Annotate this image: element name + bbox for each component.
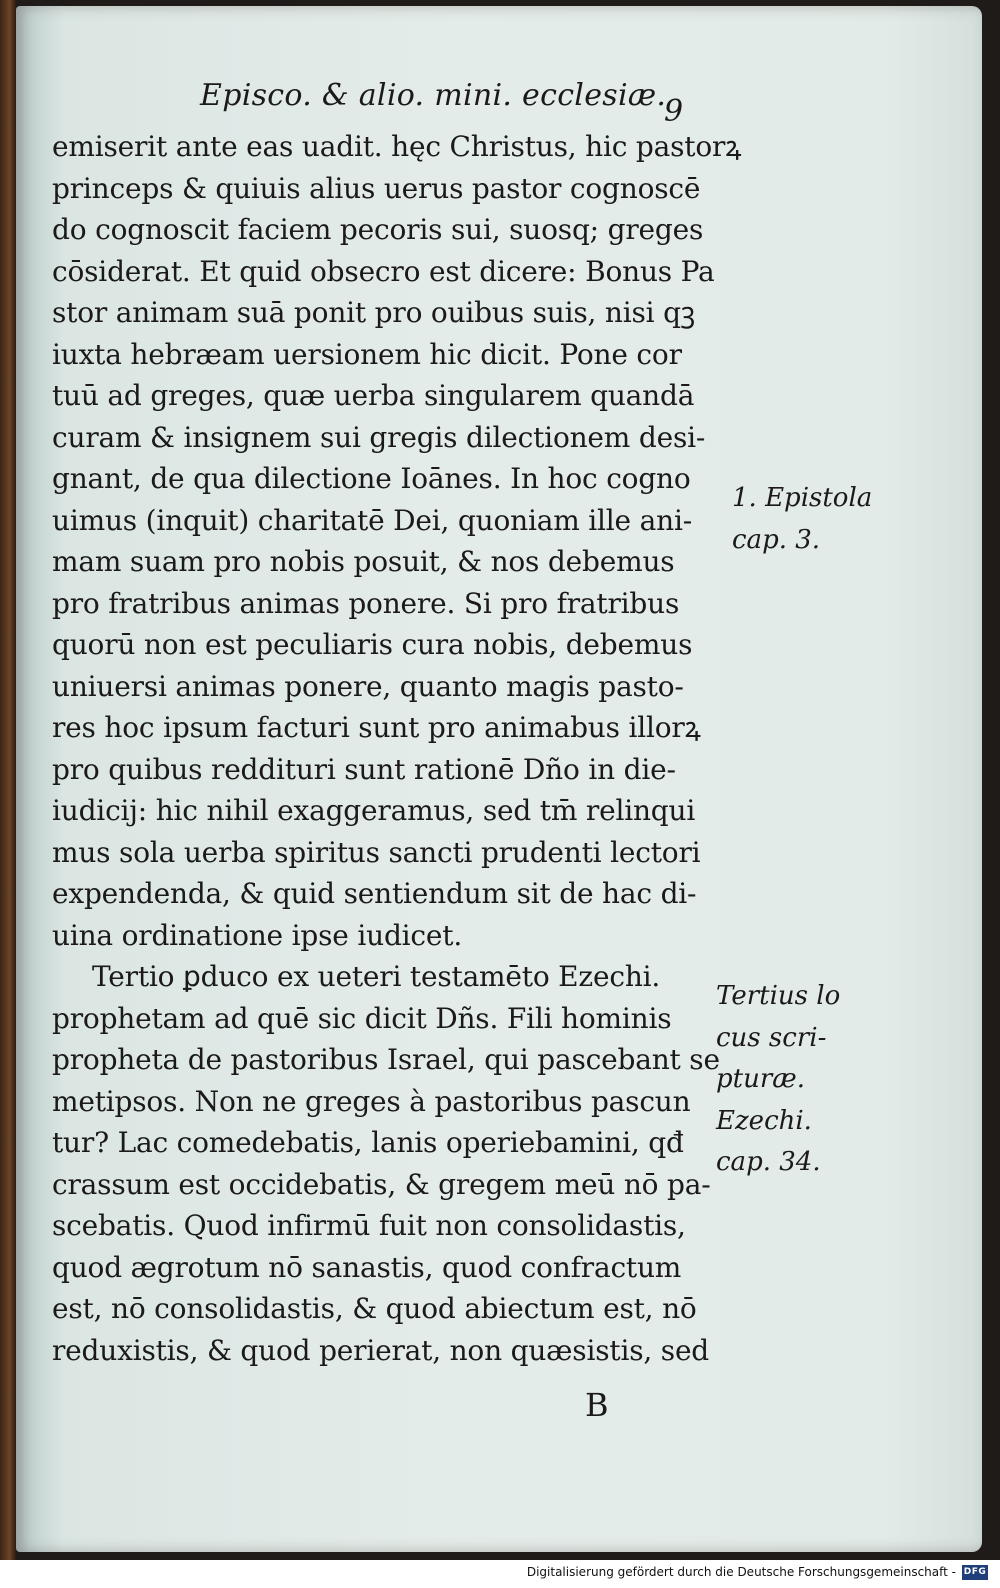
margin-note-epistola [732, 478, 872, 561]
margin-note-line: Tertius lo [716, 981, 841, 1011]
text-line: crassum est occidebatis, & gregem meū nō pa- [52, 1167, 711, 1201]
text-line: mus sola uerba spiritus sancti prudenti lectori [52, 835, 701, 869]
margin-note-line: Ezechi. [716, 1105, 812, 1136]
margin-note-line: cus scri- [716, 1022, 827, 1053]
margin-note-line: cap. 3. [732, 524, 821, 555]
text-line: scebatis. Quod infirmū fuit non consolidastis, [52, 1209, 686, 1242]
digitization-footer [0, 1560, 1000, 1588]
running-head: Episco. & alio. mini. ecclesiæ. [200, 78, 667, 113]
text-line: iuxta hebræam uersionem hic dicit. Pone cor [52, 337, 682, 371]
text-line: iudicij: hic nihil exaggeramus, sed tm̄ relinqui [52, 794, 696, 827]
text-line: stor animam suā ponit pro ouibus suis, nisi qꝫ [52, 296, 695, 329]
text-line: tuū ad greges, quæ uerba singularem quandā [52, 379, 695, 412]
page-number: 9 [664, 94, 684, 129]
text-line: propheta de pastoribus Israel, qui pascebant se [52, 1043, 720, 1076]
signature-mark: B [585, 1386, 609, 1424]
text-line: emiserit ante eas uadit. hęc Christus, hic pastorꝝ [52, 130, 742, 163]
text-line: uina ordinatione ipse iudicet. [52, 918, 463, 952]
text-line: quorū non est peculiaris cura nobis, debemus [52, 628, 693, 661]
margin-note-line: cap. 34. [716, 1147, 821, 1177]
dfg-logo-icon: DFG [962, 1565, 988, 1580]
margin-note-line: pturæ. [716, 1064, 805, 1094]
paragraph-start-line: Tertio ꝑduco ex ueteri testamēto Ezechi. [92, 960, 661, 993]
text-line: tur? Lac comedebatis, lanis operiebamini, qđ [52, 1126, 684, 1159]
text-line: metipsos. Non ne greges à pastoribus pascun [52, 1084, 691, 1118]
text-line: est, nō consolidastis, & quod abiectum est, nō [52, 1292, 697, 1325]
text-line: cōsiderat. Et quid obsecro est dicere: Bonus Pa [52, 254, 715, 288]
text-line: expendenda, & quid sentiendum sit de hac di- [52, 877, 697, 910]
text-line: quod ægrotum nō sanastis, quod confractum [52, 1250, 682, 1284]
footer-credit: Digitalisierung gefördert durch die Deutsche Forschungsgemeinschaft - [526, 1565, 956, 1579]
text-line: pro fratribus animas ponere. Si pro fratribus [52, 586, 680, 620]
text-line: pro quibus reddituri sunt rationē Dño in die- [52, 752, 676, 786]
text-line: reduxistis, & quod perierat, non quæsistis, sed [52, 1333, 710, 1367]
text-line: res hoc ipsum facturi sunt pro animabus illorꝝ [52, 711, 701, 744]
book-spine [0, 0, 16, 1560]
body-text [52, 126, 742, 1371]
text-line: prophetam ad quē sic dicit Dñs. Fili hominis [52, 1001, 672, 1035]
text-line: uniuersi animas ponere, quanto magis pasto- [52, 669, 684, 703]
text-line: princeps & quiuis alius uerus pastor cognoscē [52, 171, 701, 205]
text-line: gnant, de qua dilectione Ioānes. In hoc cogno [52, 462, 691, 495]
margin-note-tertius-locus [716, 976, 840, 1184]
margin-note-line: 1. Epistola [732, 483, 873, 513]
text-line: do cognoscit faciem pecoris sui, suosq; greges [52, 213, 704, 246]
text-line: mam suam pro nobis posuit, & nos debemus [52, 545, 675, 578]
text-line: uimus (inquit) charitatē Dei, quoniam ille ani- [52, 503, 692, 537]
text-line: curam & insignem sui gregis dilectionem desi- [52, 420, 706, 454]
